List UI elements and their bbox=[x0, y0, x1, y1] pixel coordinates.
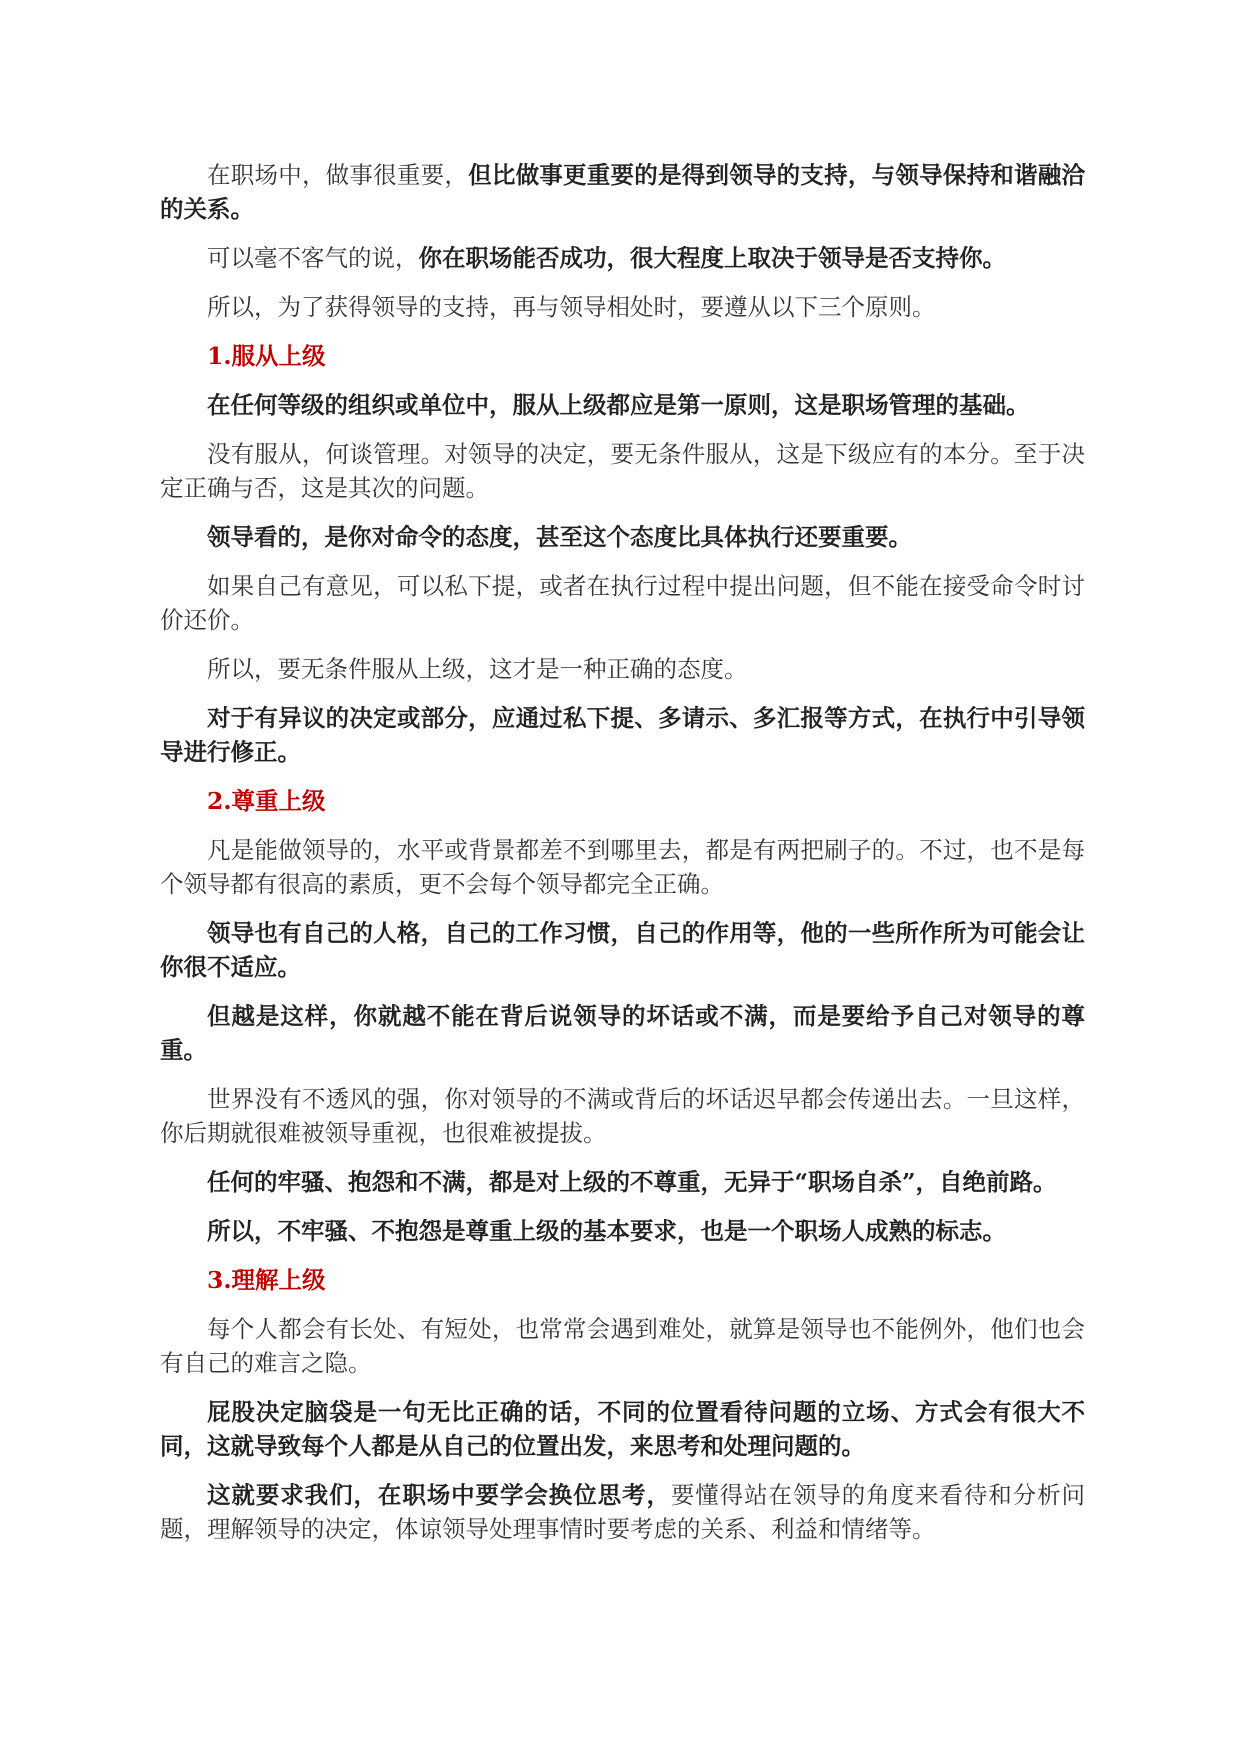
section-2-paragraph-3: 但越是这样，你就越不能在背后说领导的坏话或不满，而是要给予自己对领导的尊重。 bbox=[160, 1002, 1085, 1064]
section-2-paragraph-6: 所以，不牢骚、不抱怨是尊重上级的基本要求，也是一个职场人成熟的标志。 bbox=[207, 1217, 1006, 1245]
section-2-paragraph-5: 任何的牢骚、抱怨和不满，都是对上级的不尊重，无异于“职场自杀”，自绝前路。 bbox=[207, 1168, 1057, 1196]
document-body bbox=[160, 158, 1085, 1561]
intro-p2-plain: 可以毫不客气的说， bbox=[207, 244, 419, 272]
section-1-paragraph-4: 如果自己有意见，可以私下提，或者在执行过程中提出问题，但不能在接受命令时讨价还价。 bbox=[160, 572, 1085, 634]
section-3-p3-bold: 这就要求我们，在职场中要学会换位思考， bbox=[207, 1481, 671, 1509]
intro-p2-bold: 你在职场能否成功，很大程度上取决于领导是否支持你。 bbox=[418, 244, 1006, 272]
section-3-paragraph-3 bbox=[160, 1478, 1085, 1546]
intro-paragraph-2 bbox=[160, 241, 1085, 275]
section-1-paragraph-2: 没有服从，何谈管理。对领导的决定，要无条件服从，这是下级应有的本分。至于决定正确与否，这是其次的问题。 bbox=[160, 440, 1085, 502]
section-3-heading: 3.理解上级 bbox=[207, 1266, 326, 1294]
intro-paragraph-1 bbox=[160, 158, 1085, 226]
section-2-paragraph-2: 领导也有自己的人格，自己的工作习惯，自己的作用等，他的一些所作所为可能会让你很不适应。 bbox=[160, 919, 1085, 981]
intro-p1-plain: 在职场中，做事很重要， bbox=[207, 161, 469, 189]
section-1-paragraph-3: 领导看的，是你对命令的态度，甚至这个态度比具体执行还要重要。 bbox=[207, 523, 912, 551]
intro-paragraph-3: 所以，为了获得领导的支持，再与领导相处时，要遵从以下三个原则。 bbox=[207, 293, 936, 321]
intro-p1-bold: 但比做事更重要的是得到领导的支持，与领导保持和谐融洽的关系。 bbox=[160, 161, 1086, 223]
section-1-heading: 1.服从上级 bbox=[207, 342, 326, 370]
section-3-paragraph-1: 每个人都会有长处、有短处，也常常会遇到难处，就算是领导也不能例外，他们也会有自己的难言之隐。 bbox=[160, 1315, 1085, 1377]
section-2-paragraph-4: 世界没有不透风的强，你对领导的不满或背后的坏话迟早都会传递出去。一旦这样，你后期就很难被领导重视，也很难被提拔。 bbox=[160, 1085, 1085, 1147]
section-3-p3-plain: 要懂得站在领导的角度来看待和分析问题，理解领导的决定，体谅领导处理事情时要考虑的关系、利益和情绪等。 bbox=[160, 1481, 1086, 1543]
section-2-heading: 2.尊重上级 bbox=[207, 787, 326, 815]
section-1-paragraph-1: 在任何等级的组织或单位中，服从上级都应是第一原则，这是职场管理的基础。 bbox=[207, 391, 1030, 419]
section-2-paragraph-1: 凡是能做领导的，水平或背景都差不到哪里去，都是有两把刷子的。不过，也不是每个领导都有很高的素质，更不会每个领导都完全正确。 bbox=[160, 836, 1085, 898]
section-3-paragraph-2: 屁股决定脑袋是一句无比正确的话，不同的位置看待问题的立场、方式会有很大不同，这就导致每个人都是从自己的位置出发，来思考和处理问题的。 bbox=[160, 1398, 1085, 1460]
section-1-paragraph-5: 所以，要无条件服从上级，这才是一种正确的态度。 bbox=[207, 655, 748, 683]
section-1-paragraph-6: 对于有异议的决定或部分，应通过私下提、多请示、多汇报等方式，在执行中引导领导进行修正。 bbox=[160, 704, 1085, 766]
